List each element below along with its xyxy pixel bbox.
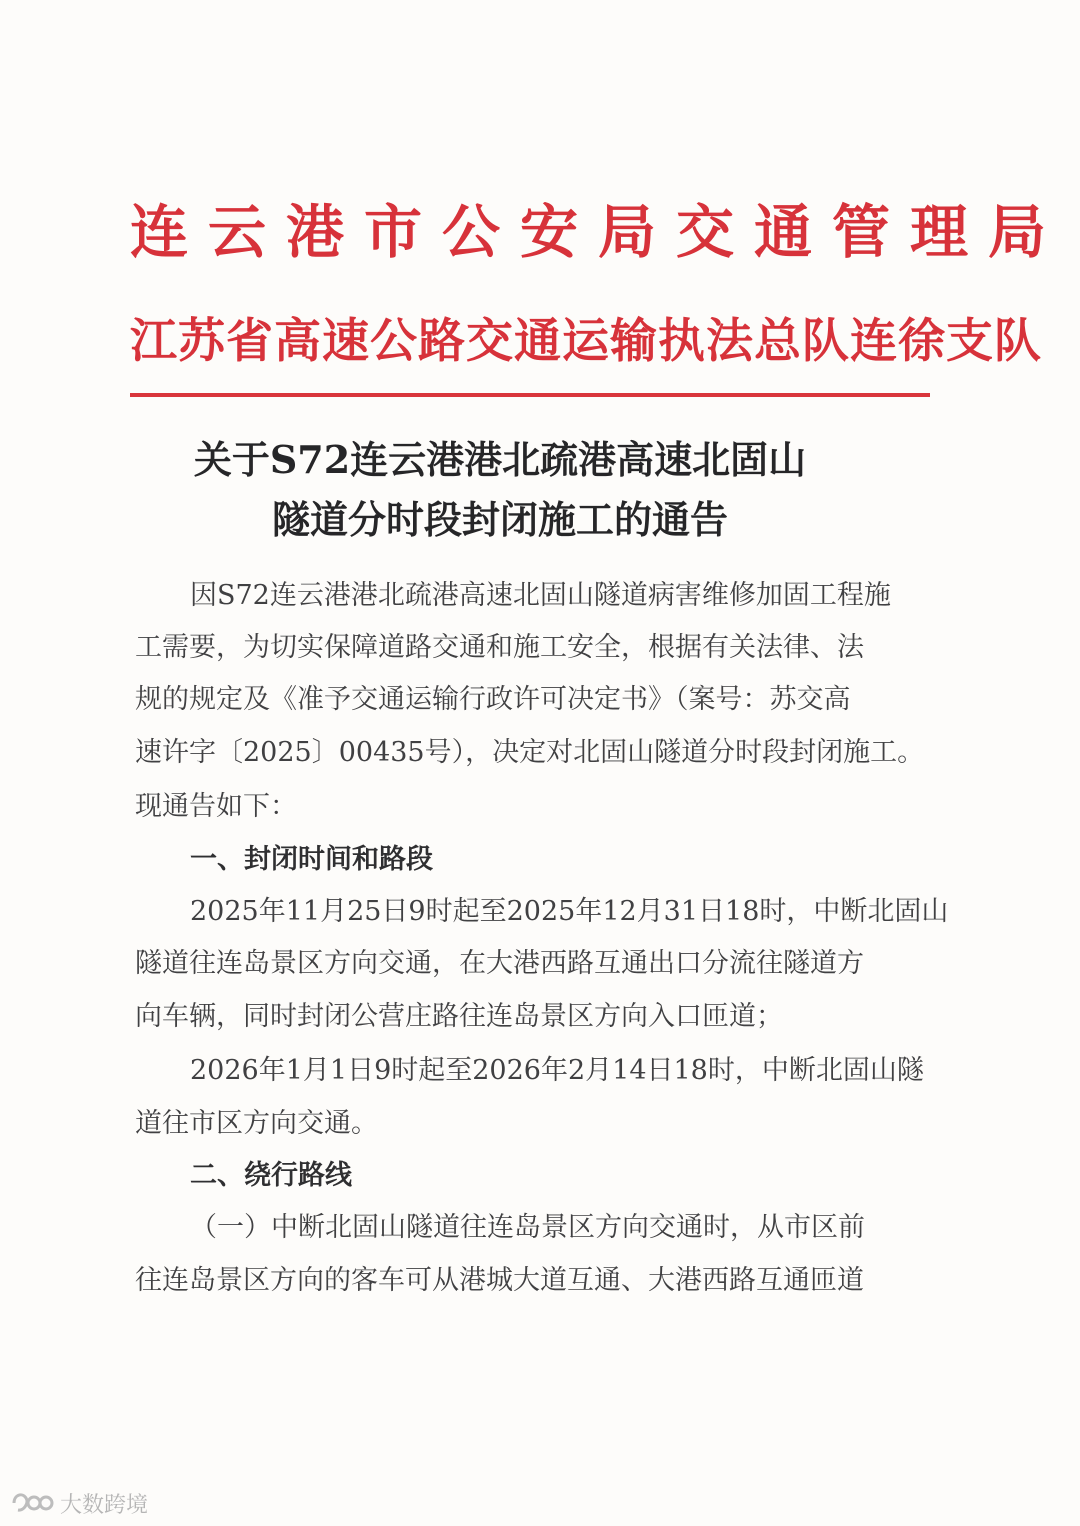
watermark-text: 大数跨境: [60, 1492, 149, 1518]
red-divider: [130, 393, 930, 397]
issuer-name-traffic-police: 连云港市公安局交通管理局: [130, 198, 1067, 266]
body-line: 现通告如下：: [135, 791, 297, 822]
body-line: 规的规定及《准予交通运输行政许可决定书》（案号：苏交高: [135, 684, 851, 715]
issuer-name-highway-enforcement: 江苏省高速公路交通运输执法总队连徐支队: [130, 314, 1042, 369]
body-line: 隧道往连岛景区方向交通，在大港西路互通出口分流往隧道方: [135, 948, 864, 979]
body-line: 2025年11月25日9时起至2025年12月31日18时，中断北固山: [190, 896, 949, 927]
body-line: 因S72连云港港北疏港高速北固山隧道病害维修加固工程施: [190, 580, 891, 611]
body-line: （一）中断北固山隧道往连岛景区方向交通时，从市区前: [190, 1212, 865, 1243]
body-line: 2026年1月1日9时起至2026年2月14日18时，中断北固山隧: [190, 1055, 924, 1086]
notice-title-line-1: 关于S72连云港港北疏港高速北固山: [193, 437, 807, 482]
watermark: [10, 1488, 148, 1518]
notice-title-line-2: 隧道分时段封闭施工的通告: [271, 497, 728, 542]
body-line: 工需要，为切实保障道路交通和施工安全，根据有关法律、法: [135, 632, 864, 663]
body-line: 速许字〔2025〕00435号），决定对北固山隧道分时段封闭施工。: [135, 737, 925, 768]
body-line: 往连岛景区方向的客车可从港城大道互通、大港西路互通匝道: [135, 1265, 864, 1296]
section-heading-closure: 一、封闭时间和路段: [190, 844, 433, 875]
body-line: 道往市区方向交通。: [135, 1108, 378, 1139]
section-heading-detour: 二、绕行路线: [190, 1160, 352, 1191]
body-line: 向车辆，同时封闭公营庄路往连岛景区方向入口匝道；: [135, 1001, 783, 1032]
watermark-logo-icon: [10, 1489, 54, 1517]
